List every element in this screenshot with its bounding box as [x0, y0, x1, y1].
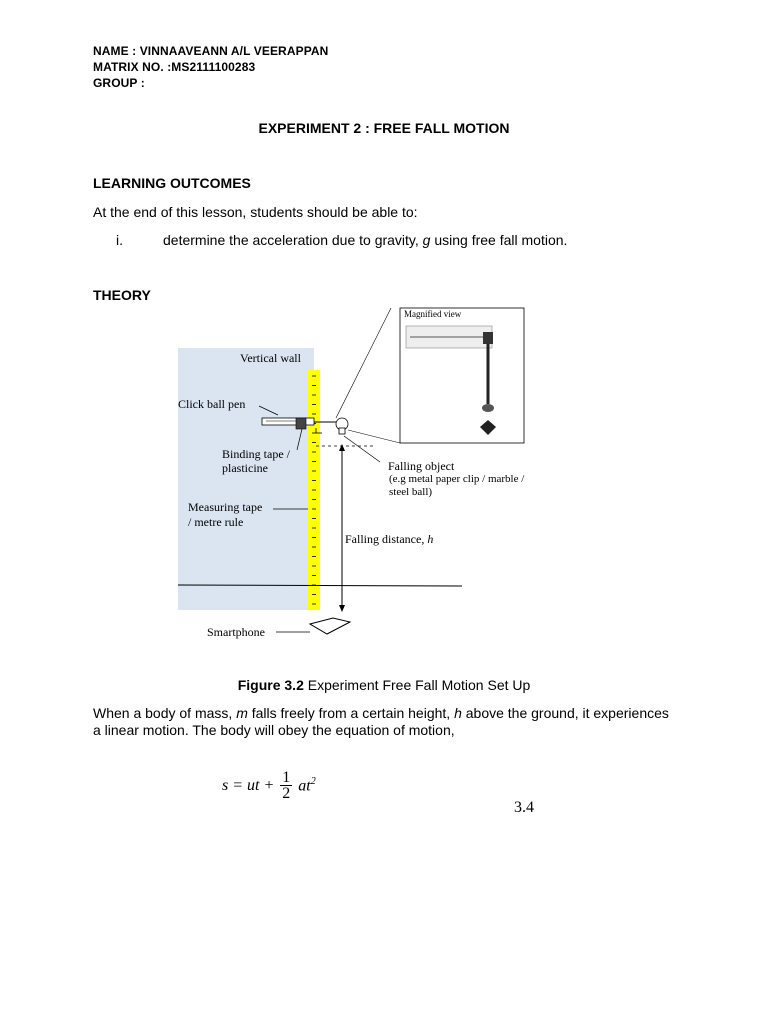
- equation-fraction: [280, 770, 292, 801]
- falling-object: [339, 428, 345, 434]
- figure-caption: Figure 3.2 Experiment Free Fall Motion Set Up: [237, 677, 531, 693]
- theory-heading: THEORY: [93, 287, 151, 303]
- outcome-number: i.: [116, 232, 123, 248]
- label-falling-object: Falling object: [388, 459, 455, 473]
- magnified-tape: [483, 332, 493, 344]
- magnify-line-bottom: [348, 430, 400, 443]
- magnified-clip: [482, 404, 494, 412]
- theory-paragraph: When a body of mass, m falls freely from a certain height, h above the ground, it experiences a linear motion. The body will obey the equation of motion,: [93, 705, 669, 738]
- vertical-wall: [178, 348, 314, 610]
- group-label: GROUP :: [93, 76, 145, 90]
- binding-tape-block: [296, 418, 306, 429]
- label-falling-distance: Falling distance, h: [345, 532, 434, 546]
- label-vertical-wall: Vertical wall: [240, 351, 301, 365]
- matrix-number: MATRIX NO. :MS2111100283: [93, 60, 256, 74]
- learning-outcomes-heading: LEARNING OUTCOMES: [93, 175, 251, 191]
- student-header: [93, 43, 328, 91]
- label-smartphone: Smartphone: [207, 625, 265, 639]
- free-fall-setup-figure: [170, 300, 525, 645]
- fraction-numerator: 1: [282, 769, 291, 786]
- label-click-ball-pen: Click ball pen: [178, 397, 246, 411]
- equation-number: 3.4: [514, 799, 534, 816]
- label-falling-object-eg-1: (e.g metal paper clip / marble /: [389, 473, 525, 485]
- experiment-title: EXPERIMENT 2 : FREE FALL MOTION: [258, 120, 510, 136]
- learning-outcomes-intro: At the end of this lesson, students should be able to:: [93, 204, 418, 220]
- fraction-denominator: 2: [282, 785, 291, 802]
- label-falling-object-eg-2: steel ball): [389, 486, 433, 498]
- arrow-head-bottom: [339, 605, 345, 612]
- label-binding-tape-1: Binding tape /: [222, 447, 290, 461]
- magnify-line-top: [336, 308, 391, 418]
- smartphone-shape: [310, 618, 350, 634]
- arrow-head-top: [339, 444, 345, 451]
- leader-falling-object: [344, 436, 380, 462]
- setup-diagram: [170, 300, 525, 645]
- equation-of-motion: [222, 770, 316, 801]
- label-measuring-tape-2: / metre rule: [188, 515, 244, 529]
- label-measuring-tape-1: Measuring tape: [188, 500, 263, 514]
- outcome-text: determine the acceleration due to gravity, g using free fall motion.: [163, 232, 568, 248]
- label-magnified-view: Magnified view: [404, 309, 462, 319]
- equation-rhs: $at^2$: [298, 775, 316, 795]
- equation-lhs: s = ut +: [222, 776, 275, 794]
- student-name: NAME : VINNAAVEANN A/L VEERAPPAN: [93, 44, 329, 58]
- label-binding-tape-2: plasticine: [222, 461, 268, 475]
